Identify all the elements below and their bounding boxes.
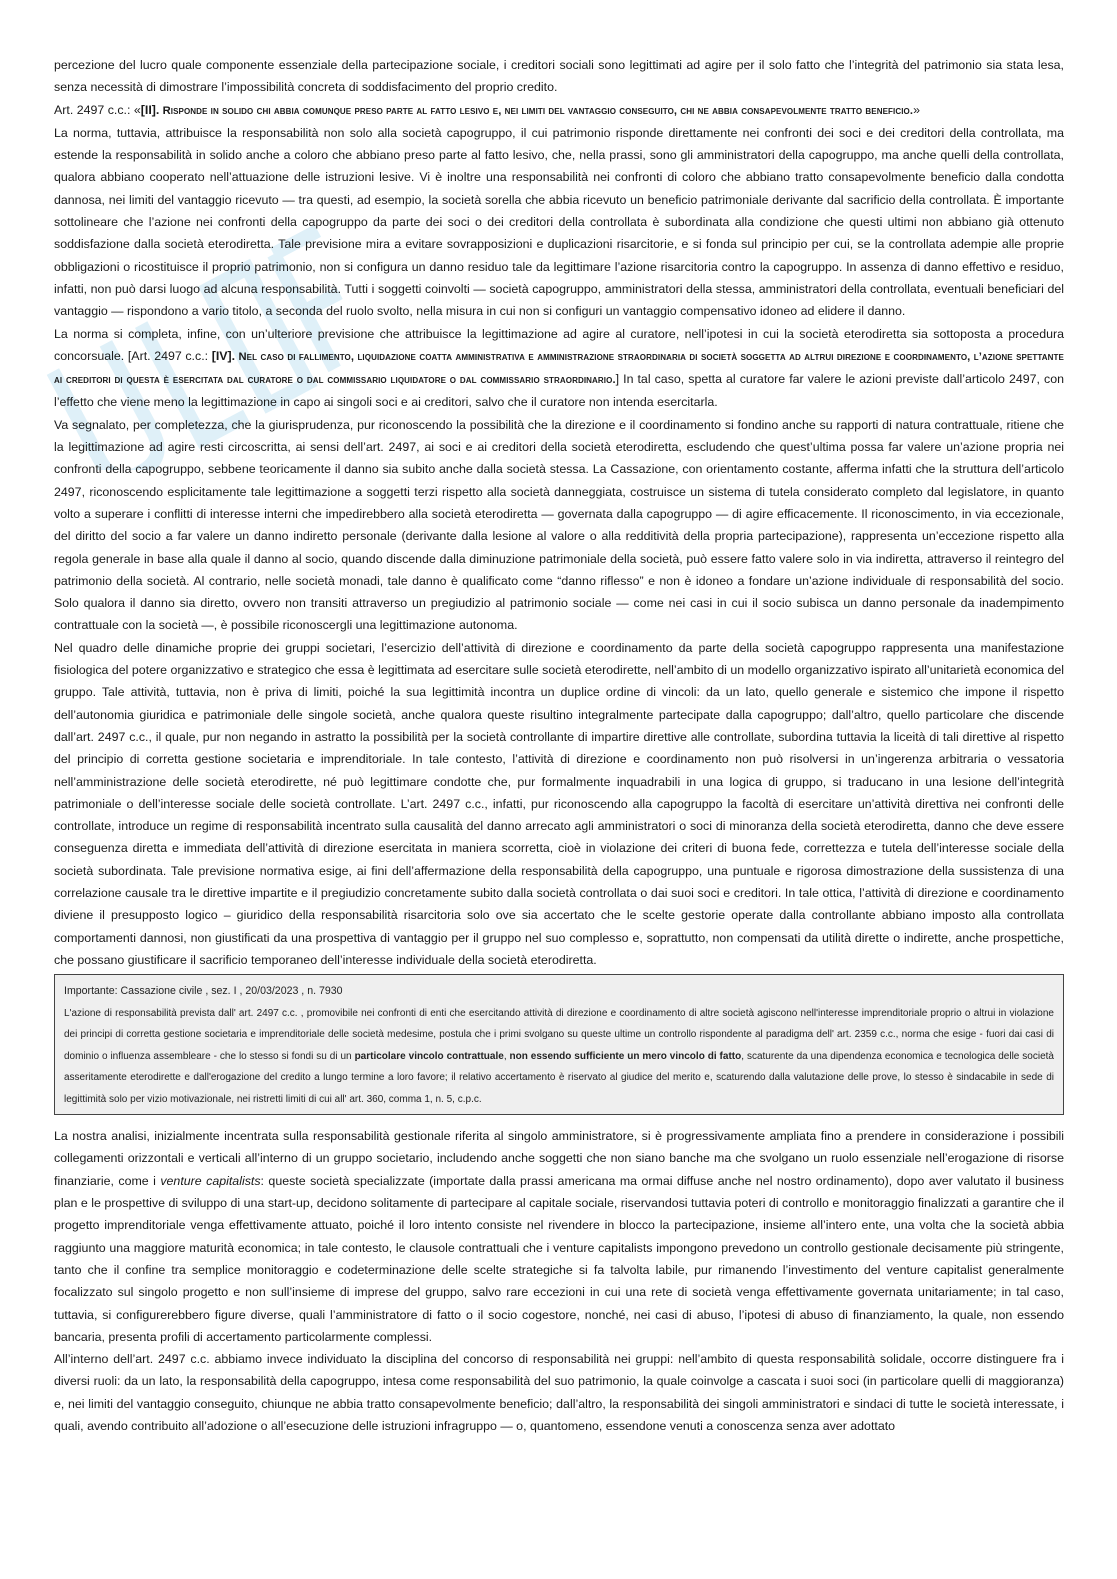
paragraph-text: La nostra analisi, inizialmente incentrata sulla responsabilità gestionale riferita al singolo amministratore, si è progressivamente ampliata fino a prendere in considerazione i possibili collegamenti orizzontali e verticali all’interno di un gruppo societario, includendo anche soggetti che non siano banche ma che svolgano un ruolo essenziale nell’erogazione di risorse finanziarie, come i xyxy=(54,1129,1064,1188)
article-quote-text: Nel caso di fallimento, liquidazione coatta amministrativa e amministrazione straordinaria di società soggetta ad altrui direzione e coordinamento, l’azione spettante ai creditori di questa è esercitata dal curatore o dal commissario liquidatore o dal commissario straordinario. xyxy=(54,350,1064,387)
article-quote-text: Risponde in solido chi abbia comunque preso parte al fatto lesivo e, nei limiti del vantaggio conseguito, chi ne abbia consapevolmente tratto beneficio. xyxy=(159,104,914,117)
case-law-text-part: L'azione di responsabilità prevista dall' art. 2497 c.c. , promovibile nei confronti di enti che esercitando attività di direzione e coordinamento di altre società agiscono nell'interesse imprenditoriale proprio o altrui in violazione dei principi di corretta gestione societaria e imprenditoriale delle società medesime, postula che i primi svolgano su queste ultime un controllo rispondente al paradigma dell' art. 2359 c.c., norma che esige - fuori dai casi di dominio o influenza assembleare - che lo stesso si fondi su di un xyxy=(64,1007,1054,1062)
paragraph xyxy=(54,1125,1064,1348)
paragraph: All’interno dell’art. 2497 c.c. abbiamo invece individuato la disciplina del concorso di responsabilità nei gruppi: nell’ambito di questa responsabilità solidale, occorre distinguere fra i diversi ruoli: da un lato, la responsabilità della capogruppo, intesa come responsabilità del suo patrimonio, la quale coinvolge a cascata i suoi soci (in particolare quelli di maggioranza) e, nei limiti del vantaggio conseguito, chiunque ne abbia tratto consapevolmente beneficio; dall’altro, la responsabilità dei singoli amministratori e sindaci di tutte le società interessate, i quali, avendo contribuito all’adozione o all’esecuzione delle istruzioni infragruppo — o, quantomeno, essendone venuti a conoscenza senza aver adottato xyxy=(54,1352,1064,1434)
italic-term: venture capitalists xyxy=(160,1173,261,1188)
paragraph: percezione del lucro quale componente essenziale della partecipazione sociale, i creditori sociali sono legittimati ad agire per il solo fatto che l’integrità del patrimonio sia stata lesa, senza necessità di dimostrare l’impossibilità concreta di soddisfacimento del proprio credito. xyxy=(54,58,1064,95)
article-quote-paragraph xyxy=(54,323,1064,414)
paragraph-text: La norma si completa, infine, con un’ulteriore previsione che attribuisce la legittimazione ad agire al curatore, nell’ipotesi in cui la società eterodiretta sia sottoposta a procedura concorsuale. [Art. 2497 c.c.: xyxy=(54,326,1064,363)
paragraph-text: ] In tal caso, spetta al curatore far valere le azioni previste dall’articolo 2497, con l’effetto che viene meno la legittimazione in capo ai singoli soci e ai creditori, salvo che il curatore non intenda esercitarla. xyxy=(54,372,1064,410)
case-law-emphasis: particolare vincolo contrattuale xyxy=(354,1050,504,1062)
article-comma-tag: [II]. xyxy=(140,102,160,117)
case-law-text-part: , scaturente da una dipendenza economica e tecnologica delle società asseritamente eterodirette e dall'erogazione del credito a lungo termine a loro favore; il relativo accertamento è riservato al giudice del merito e, scaturendo dalla valutazione delle prove, lo stesso è sindacabile in sede di legittimità solo per vizio motivazionale, nei ristretti limiti di cui all' art. 360, comma 1, n. 5, c.p.c. xyxy=(64,1050,1054,1105)
paragraph: Nel quadro delle dinamiche proprie dei gruppi societari, l’esercizio dell’attività di direzione e coordinamento da parte della società capogruppo rappresenta una manifestazione fisiologica del potere organizzativo e strategico che essa è legittimata ad esercitare sulle società eterodirette, nell’ambito di un modello organizzativo ispirato all’unitarietà economica del gruppo. Tale attività, tuttavia, non è priva di limiti, poiché la sua legittimità incontra un duplice ordine di vincoli: da un lato, quello generale e sistemico che impone il rispetto dell’autonomia giuridica e patrimoniale delle singole società, anche qualora queste risultino integralmente partecipate dalla capogruppo; dall’altro, quello particolare che discende dall’art. 2497 c.c., il quale, pur non negando in astratto la possibilità per la società controllante di impartire direttive alle controllate, subordina tuttavia la liceità di tali direttive al rispetto del principio di corretta gestione societaria e imprenditoriale. In tale contesto, l’attività di direzione e coordinamento non può risolversi in un’ingerenza arbitraria o vessatoria nell’amministrazione delle società eterodirette, né può legittimare condotte che, pur formalmente inquadrabili in una logica di gruppo, si traducano in una lesione dell’integrità patrimoniale o dell’interesse sociale delle società controllate. L’art. 2497 c.c., infatti, pur riconoscendo alla capogruppo la facoltà di esercitare un’attività direttiva nei confronti delle controllate, introduce un regime di responsabilità incentrato sulla causalità del danno arrecato agli amministratori o soci di minoranza della società eterodiretta, danno che deve essere conseguenza diretta e immediata dell’attività di direzione esercitata in maniera scorretta, cioè in violazione dei criteri di buona fede, correttezza e tutela dell’interesse sociale della società subordinata. Tale previsione normativa esige, ai fini dell’affermazione della responsabilità della capogruppo, una puntuale e rigorosa dimostrazione della sussistenza di una correlazione causale tra le direttive impartite e il pregiudizio concretamente subito dalla società controllata o dai suoi soci e creditori. In tale ottica, l’attività di direzione e coordinamento diviene il presupposto logico – giuridico della responsabilità risarcitoria solo ove sia accertato che le scelte gestorie operate dalla controllante abbiano imposto alla controllata comportamenti dannosi, non giustificati da una prospettiva di vantaggio per il gruppo nel suo complesso e, soprattutto, non compensati da utilità dirette o indirette, anche prospettiche, che possano giustificare il sacrificio temporaneo dell’interesse individuale della società eterodiretta. xyxy=(54,640,1064,967)
case-law-box xyxy=(54,974,1064,1115)
document-page xyxy=(54,54,1064,1437)
article-comma-tag: [IV]. xyxy=(211,348,236,363)
case-law-text-part: , xyxy=(503,1050,510,1062)
case-law-text xyxy=(64,1003,1054,1111)
article-ref: Art. 2497 c.c.: « xyxy=(54,102,141,117)
paragraph-text: : queste società specializzate (importate dalla prassi americana ma ormai diffuse anche nel nostro ordinamento), dopo aver valutato il business plan e le prospettive di sviluppo di una start-up, decidono solitamente di partecipare al capitale sociale, riservandosi tuttavia poteri di controllo e monitoraggio finalizzati a garantire che il progetto imprenditoriale venga effettivamente attuato, poiché il loro intento consiste nel rivendere in blocco la partecipazione, insieme all’intero ente, una volta che la società abbia raggiunto una maggiore maturità economica; in tale contesto, le clausole contrattuali che i venture capitalists impongono prevedono un controllo gestionale decisamente più stringente, tanto che il confine tra semplice monitoraggio e codeterminazione delle scelte strategiche si fa talvolta labile, pur rimanendo l’investimento del venture capitalist generalmente focalizzato sul singolo progetto e non sull’insieme di imprese del gruppo, salvo rare eccezioni in cui una rete di società venga effettivamente governata unitariamente; in tal caso, tuttavia, si configurerebbero figure diverse, quali l’amministratore di fatto o il socio cogestore, nonché, nei casi di abuso, l’ipotesi di abuso di finanziamento, la quale, non essendo bancaria, presenta profili di accertamento particolarmente complessi. xyxy=(54,1173,1064,1344)
case-law-emphasis: non essendo sufficiente un mero vincolo di fatto xyxy=(509,1050,742,1062)
paragraph: La norma, tuttavia, attribuisce la responsabilità non solo alla società capogruppo, il cui patrimonio risponde direttamente nei confronti dei soci e dei creditori della controllata, ma estende la responsabilità in solido anche a coloro che abbiano preso parte al fatto lesivo, che, nella prassi, sono gli amministratori della capogruppo, ma anche quelli della controllata, qualora abbiano cooperato nell’attuazione delle istruzioni lesive. Vi è inoltre una responsabilità nei confronti di coloro che abbiano tratto consapevolmente beneficio dalla condotta dannosa, nei limiti del vantaggio ricevuto — tra questi, ad esempio, la società sorella che abbia ricevuto un beneficio patrimoniale derivante dal sacrificio della controllata. È importante sottolineare che l’azione nei confronti della capogruppo da parte dei soci o dei creditori della controllata è subordinata alla condizione che questi ultimi non abbiano già ottenuto soddisfazione dalla società eterodiretta. Tale previsione mira a evitare sovrapposizioni e duplicazioni risarcitorie, e si fonda sul principio per cui, se la controllata adempie alle proprie obbligazioni o ricostituisce il proprio patrimonio, non si configura un danno residuo tale da legittimare l’azione risarcitoria contro la capogruppo. In assenza di danno effettivo e residuo, infatti, non può darsi luogo ad alcuna responsabilità. Tutti i soggetti coinvolti — società capogruppo, amministratori della stessa, amministratori della controllata, eventuali beneficiari del vantaggio — rispondono a vario titolo, a seconda del ruolo svolto, nella misura in cui non si configuri un vantaggio compensativo idoneo ad elidere il danno. xyxy=(54,125,1064,319)
paragraph: Va segnalato, per completezza, che la giurisprudenza, pur riconoscendo la possibilità che la direzione e il coordinamento si fondino anche su rapporti di natura contrattuale, ritiene che la legittimazione ad agire resti circoscritta, ai sensi dell’art. 2497, ai soci e ai creditori della società eterodiretta, escludendo che quest’ultima possa far valere un’azione propria nei confronti della capogruppo, sebbene teoricamente il danno sia subito anche dalla società stessa. La Cassazione, con orientamento costante, afferma infatti che la struttura dell’articolo 2497, riconoscendo esplicitamente tale legittimazione a soggetti terzi rispetto alla società danneggiata, costruisce un sistema di tutela considerato completo dal legislatore, in quanto volto a superare i conflitti di interesse interni che impedirebbero alla società eterodiretta — governata dalla capogruppo — di agire efficacemente. Il riconoscimento, in via eccezionale, del diritto del socio a far valere un danno indiretto personale (derivante dalla lesione al valore o alla redditività della propria partecipazione), rappresenta un’eccezione rispetto alla regola generale in base alla quale il danno al socio, quando discende dalla diminuzione patrimoniale della società, può essere fatto valere solo in via indiretta, attraverso il reintegro del patrimonio della società. Al contrario, nelle società monadi, tale danno è qualificato come “danno riflesso” e non è idoneo a fondare un’azione individuale di responsabilità del socio. Solo qualora il danno sia diretto, ovvero non transiti attraverso un pregiudizio al patrimonio sociale — come nei casi in cui il socio subisca un danno personale da inadempimento contrattuale con la società —, è possibile riconoscergli una legittimazione autonoma. xyxy=(54,417,1064,633)
article-quote-paragraph xyxy=(54,99,1064,122)
case-law-heading: Importante: Cassazione civile , sez. I , 20/03/2023 , n. 7930 xyxy=(64,985,343,998)
quote-close: » xyxy=(913,102,920,117)
